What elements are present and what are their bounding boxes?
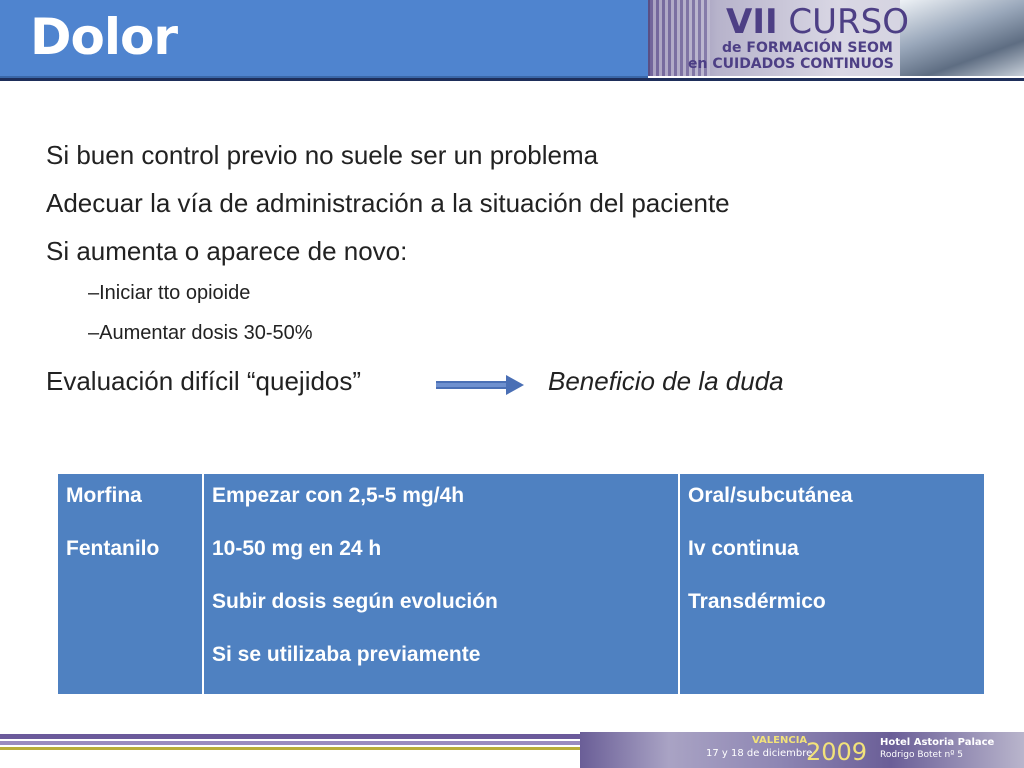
slide-footer	[0, 732, 1024, 768]
subbullet-1: –Iniciar tto opioide	[88, 282, 251, 304]
route-text: Oral/subcutánea	[688, 484, 853, 507]
subbullet-2: –Aumentar dosis 30-50%	[88, 322, 313, 344]
slide-title: Dolor	[30, 8, 178, 66]
table-row	[57, 473, 985, 695]
footer-address: Rodrigo Botet nº 5	[880, 750, 964, 760]
drug-name: Fentanilo	[66, 537, 160, 560]
course-banner	[648, 0, 1024, 76]
dose-text: Si se utilizaba previamente	[212, 643, 481, 666]
evaluation-text: Evaluación difícil “quejidos”	[46, 366, 362, 396]
banner-cuidados: en CUIDADOS CONTINUOS	[688, 56, 894, 72]
bullet-list	[46, 136, 730, 360]
dosing-table	[56, 472, 986, 696]
route-text: Transdérmico	[688, 590, 826, 613]
footer-hotel: Hotel Astoria Palace	[880, 737, 995, 748]
bullet-1: Si buen control previo no suele ser un problema	[46, 140, 599, 170]
footer-dates: 17 y 18 de diciembre	[706, 748, 813, 759]
banner-formacion: de FORMACIÓN SEOM	[722, 40, 893, 56]
drug-name: Morfina	[66, 484, 142, 507]
dose-text: Subir dosis según evolución	[212, 590, 498, 613]
slide-header	[0, 0, 1024, 80]
header-separator	[0, 78, 1024, 81]
footer-stripes	[0, 734, 580, 768]
dose-text: Empezar con 2,5-5 mg/4h	[212, 484, 465, 507]
dose-column	[203, 473, 679, 695]
footer-year: 2009	[806, 738, 868, 766]
route-text: Iv continua	[688, 537, 799, 560]
route-column	[679, 473, 985, 695]
title-bar	[0, 0, 648, 79]
evaluation-result: Beneficio de la duda	[548, 366, 784, 396]
right-arrow-icon	[436, 374, 526, 396]
building-image	[900, 0, 1024, 76]
banner-course-number: VII CURSO	[726, 2, 910, 42]
bullet-2: Adecuar la vía de administración a la situación del paciente	[46, 188, 730, 218]
bullet-3: Si aumenta o aparece de novo:	[46, 236, 408, 266]
dose-text: 10-50 mg en 24 h	[212, 537, 382, 560]
footer-city: VALENCIA	[752, 735, 808, 746]
drug-column	[57, 473, 203, 695]
